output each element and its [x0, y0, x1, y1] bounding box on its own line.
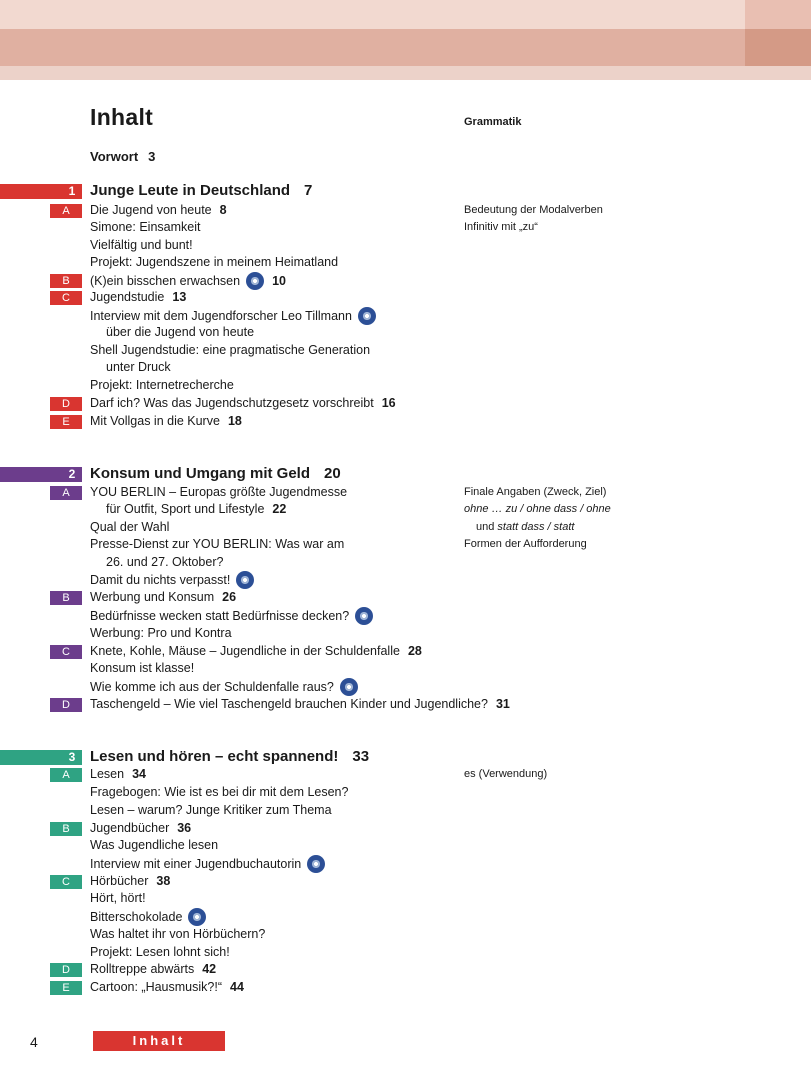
chapter-3-title[interactable] [90, 748, 369, 766]
audio-cd-icon [358, 307, 376, 325]
chapter-1-number: 1 [68, 184, 76, 198]
toc-entry[interactable]: Konsum ist klasse! [90, 661, 195, 675]
toc-entry[interactable]: Hörbücher 38 [90, 874, 171, 888]
section-badge-3c: C [50, 875, 82, 889]
page-number: 4 [30, 1034, 38, 1050]
vorwort-label: Vorwort [90, 149, 139, 164]
toc-entry[interactable]: Werbung und Konsum 26 [90, 590, 237, 604]
toc-entry[interactable]: Damit du nichts verpasst! [90, 571, 254, 589]
toc-entry[interactable]: Lesen 34 [90, 767, 146, 781]
grammar-entry: Formen der Aufforderung [464, 538, 587, 550]
audio-cd-icon [246, 272, 264, 290]
header-band-bottom [0, 66, 811, 80]
toc-entry[interactable]: Wie komme ich aus der Schuldenfalle raus? [90, 678, 358, 696]
header-corner [745, 29, 811, 66]
chapter-3-page: 33 [352, 748, 370, 765]
audio-cd-icon [355, 607, 373, 625]
toc-entry[interactable]: Knete, Kohle, Mäuse – Jugendliche in der Schuldenfalle 28 [90, 644, 422, 658]
header-band-top [0, 0, 811, 29]
chapter-2-title-text: Konsum und Umgang mit Geld [90, 465, 310, 482]
toc-entry[interactable]: Projekt: Jugendszene in meinem Heimatland [90, 255, 339, 269]
chapter-1-page: 7 [304, 182, 313, 199]
toc-entry[interactable]: Fragebogen: Wie ist es bei dir mit dem Lesen? [90, 785, 349, 799]
toc-entry[interactable]: Taschengeld – Wie viel Taschengeld brauchen Kinder und Jugendliche? 31 [90, 697, 510, 711]
audio-cd-icon [188, 908, 206, 926]
chapter-2-page: 20 [324, 465, 341, 482]
page-title: Inhalt [90, 104, 154, 130]
grammar-entry: und statt dass / statt [476, 521, 575, 533]
toc-entry[interactable]: Jugendstudie 13 [90, 290, 187, 304]
toc-entry[interactable]: Projekt: Internetrecherche [90, 378, 234, 392]
chapter-3-title-text: Lesen und hören – echt spannend! [90, 748, 339, 765]
toc-entry[interactable]: Projekt: Lesen lohnt sich! [90, 945, 230, 959]
section-badge-2a: A [50, 486, 82, 500]
grammar-heading: Grammatik [464, 116, 522, 128]
section-badge-2c: C [50, 645, 82, 659]
toc-entry[interactable]: über die Jugend von heute [106, 325, 255, 339]
section-badge-2b: B [50, 591, 82, 605]
section-badge-3d: D [50, 963, 82, 977]
chapter-1-title[interactable] [90, 182, 312, 200]
toc-entry[interactable]: Jugendbücher 36 [90, 821, 192, 835]
toc-entry[interactable]: Cartoon: „Hausmusik?!“ 44 [90, 980, 244, 994]
grammar-entry: Bedeutung der Modalverben [464, 204, 603, 216]
toc-entry[interactable]: Interview mit dem Jugendforscher Leo Tillmann [90, 307, 376, 325]
toc-entry[interactable]: Presse-Dienst zur YOU BERLIN: Was war am [90, 537, 345, 551]
toc-entry[interactable]: Die Jugend von heute 8 [90, 203, 227, 217]
toc-entry[interactable]: Vielfältig und bunt! [90, 238, 193, 252]
header-corner-top [745, 0, 811, 29]
grammar-entry: Finale Angaben (Zweck, Ziel) [464, 486, 607, 498]
section-badge-1b: B [50, 274, 82, 288]
toc-entry[interactable]: unter Druck [106, 360, 171, 374]
section-badge-2d: D [50, 698, 82, 712]
section-badge-3e: E [50, 981, 82, 995]
toc-entry[interactable]: für Outfit, Sport und Lifestyle 22 [106, 502, 287, 516]
section-badge-1a: A [50, 204, 82, 218]
audio-cd-icon [340, 678, 358, 696]
toc-entry[interactable]: Werbung: Pro und Kontra [90, 626, 232, 640]
chapter-1-title-text: Junge Leute in Deutschland [90, 182, 291, 199]
toc-entry[interactable]: Shell Jugendstudie: eine pragmatische Generation [90, 343, 371, 357]
chapter-3-number: 3 [68, 750, 76, 764]
toc-entry[interactable]: YOU BERLIN – Europas größte Jugendmesse [90, 485, 348, 499]
toc-entry[interactable]: Bitterschokolade [90, 908, 206, 926]
section-badge-1c: C [50, 291, 82, 305]
header-band [0, 29, 811, 66]
toc-entry[interactable]: Hört, hört! [90, 891, 146, 905]
section-badge-3b: B [50, 822, 82, 836]
section-badge-3a: A [50, 768, 82, 782]
toc-entry[interactable]: (K)ein bisschen erwachsen 10 [90, 274, 286, 288]
grammar-entry: ohne … zu / ohne dass / ohne [464, 503, 611, 515]
audio-cd-icon [236, 571, 254, 589]
vorwort-page: 3 [148, 149, 156, 164]
toc-entry[interactable]: Qual der Wahl [90, 520, 170, 534]
chapter-2-number: 2 [68, 467, 76, 481]
toc-entry[interactable]: Darf ich? Was das Jugendschutzgesetz vorschreibt 16 [90, 396, 396, 410]
grammar-entry: es (Verwendung) [464, 768, 548, 780]
grammar-entry: Infinitiv mit „zu“ [464, 221, 538, 233]
toc-entry[interactable]: Was Jugendliche lesen [90, 838, 219, 852]
toc-entry[interactable]: Bedürfnisse wecken statt Bedürfnisse decken? [90, 607, 373, 625]
vorwort-entry[interactable] [90, 149, 155, 164]
toc-entry[interactable]: Mit Vollgas in die Kurve 18 [90, 414, 242, 428]
toc-entry[interactable]: Was haltet ihr von Hörbüchern? [90, 927, 266, 941]
toc-entry[interactable]: 26. und 27. Oktober? [106, 555, 224, 569]
toc-entry[interactable]: Simone: Einsamkeit [90, 220, 201, 234]
toc-entry[interactable]: Rolltreppe abwärts 42 [90, 962, 217, 976]
toc-entry[interactable]: Lesen – warum? Junge Kritiker zum Thema [90, 803, 332, 817]
audio-cd-icon [307, 855, 325, 873]
section-badge-1e: E [50, 415, 82, 429]
toc-entry[interactable]: Interview mit einer Jugendbuchautorin [90, 855, 325, 873]
chapter-2-title[interactable] [90, 465, 341, 483]
section-badge-1d: D [50, 397, 82, 411]
footer-section-tab: Inhalt [93, 1031, 225, 1051]
